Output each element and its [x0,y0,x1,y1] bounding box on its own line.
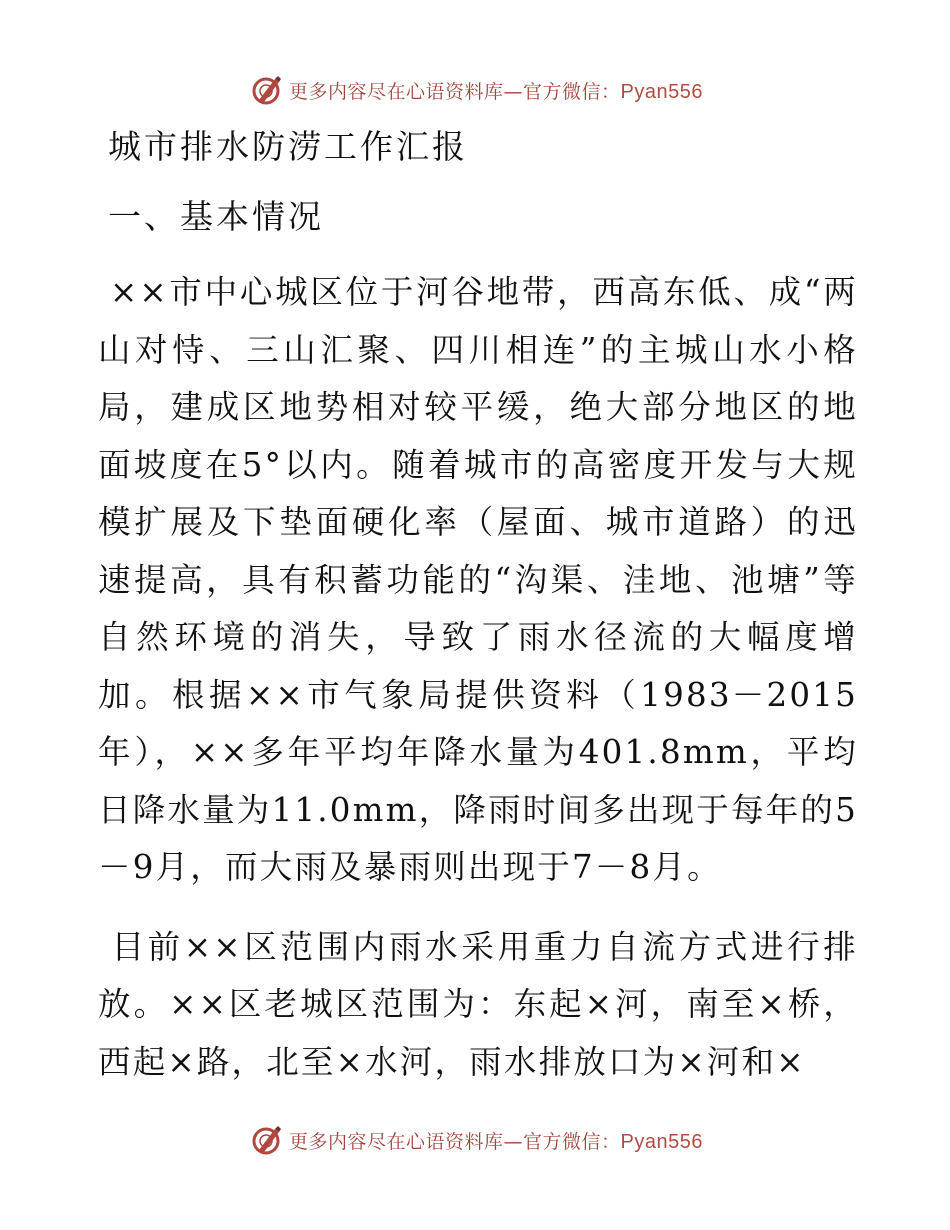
paragraph-1-text: ××市中心城区位于河谷地带，西高东低、成“两山对恃、三山汇聚、四川相连”的主城山水小格局，建成区地势相对较平缓，绝大部分地区的地面坡度在5°以内。随着城市的高密度开发与大规模扩展及下垫面硬化率（屋面、城市道路）的迅速提高，具有积蓄功能的“沟渠、洼地、池塘”等自然环境的消失，导致了雨水径流的大幅度增加。根据××市气象局提供资料（1983－2015年），××多年平均年降水量为401.8mm，平均日降水量为11.0mm，降雨时间多出现于每年的5－9月，而大雨及暴雨则出现于7－8月。 [98,273,858,886]
header-banner [0,70,950,110]
banner-slogan: 更多内容尽在心语资料库—官方微信： [289,80,621,103]
header-banner-content [251,74,703,106]
banner-wechat-id: Pyan556 [620,1130,703,1153]
footer-banner [0,1120,950,1160]
paragraph-2-text: 目前××区范围内雨水采用重力自流方式进行排放。××区老城区范围为：东起×河，南至×桥，西起×路，北至×水河，雨水排放口为×河和× [98,927,858,1081]
banner-slogan: 更多内容尽在心语资料库—官方微信： [289,1130,621,1153]
document-title: 城市排水防涝工作汇报 [108,127,468,166]
pen-logo-icon [251,74,283,106]
banner-text [289,1127,703,1154]
banner-text [289,77,703,104]
section-heading: 一、基本情况 [108,197,324,236]
paragraph-basic-situation [98,264,858,897]
paragraph-drainage [98,919,858,1092]
footer-banner-content [251,1124,703,1156]
document-body [98,122,858,1091]
pen-logo-icon [251,1124,283,1156]
banner-wechat-id: Pyan556 [620,80,703,103]
